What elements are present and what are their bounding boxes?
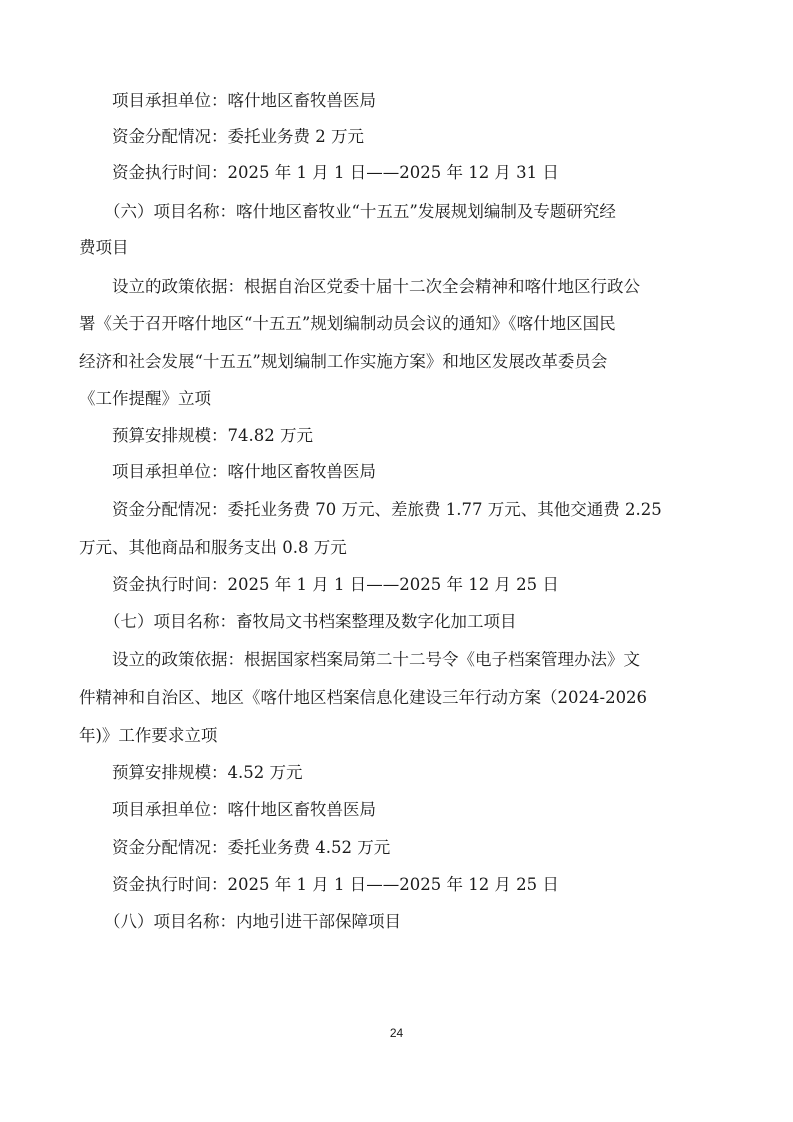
text-line-schedule-1: 资金执行时间：2025 年 1 月 1 日——2025 年 12 月 31 日 (112, 163, 559, 182)
section-heading-8: （八）项目名称：内地引进干部保障项目 (104, 912, 401, 931)
text-line-basis-6-cont1: 署《关于召开喀什地区“十五五”规划编制动员会议的通知》《喀什地区国民 (79, 314, 616, 333)
text-line-basis-6-cont3: 《工作提醒》立项 (79, 389, 211, 408)
text-line-basis-7-cont1: 件精神和自治区、地区《喀什地区档案信息化建设三年行动方案（2024-2026 (79, 688, 648, 707)
text-line-schedule-7: 资金执行时间：2025 年 1 月 1 日——2025 年 12 月 25 日 (112, 875, 559, 894)
text-line-basis-7: 设立的政策依据：根据国家档案局第二十二号令《电子档案管理办法》文 (112, 650, 640, 669)
section-heading-7: （七）项目名称：畜牧局文书档案整理及数字化加工项目 (104, 612, 517, 631)
text-line-schedule-6: 资金执行时间：2025 年 1 月 1 日——2025 年 12 月 25 日 (112, 575, 559, 594)
text-line-basis-6-cont2: 经济和社会发展“十五五”规划编制工作实施方案》和地区发展改革委员会 (79, 352, 608, 371)
section-heading-6: （六）项目名称：喀什地区畜牧业“十五五”发展规划编制及专题研究经 (104, 202, 616, 221)
text-line-funds-1: 资金分配情况：委托业务费 2 万元 (112, 127, 364, 146)
text-line-basis-6: 设立的政策依据：根据自治区党委十届十二次全会精神和喀什地区行政公 (112, 277, 640, 296)
page-number: 24 (389, 1026, 404, 1040)
text-line-budget-7: 预算安排规模：4.52 万元 (112, 763, 303, 782)
text-line-funds-6-cont: 万元、其他商品和服务支出 0.8 万元 (79, 538, 347, 557)
text-line-unit-7: 项目承担单位：喀什地区畜牧兽医局 (112, 800, 376, 819)
text-line-funds-7: 资金分配情况：委托业务费 4.52 万元 (112, 838, 391, 857)
section-heading-6-cont: 费项目 (79, 238, 129, 257)
text-line-unit-1: 项目承担单位：喀什地区畜牧兽医局 (112, 91, 376, 110)
text-line-budget-6: 预算安排规模：74.82 万元 (112, 426, 313, 445)
text-line-basis-7-cont2: 年)》工作要求立项 (79, 726, 218, 745)
text-line-unit-6: 项目承担单位：喀什地区畜牧兽医局 (112, 462, 376, 481)
text-line-funds-6: 资金分配情况：委托业务费 70 万元、差旅费 1.77 万元、其他交通费 2.25 (112, 500, 662, 519)
